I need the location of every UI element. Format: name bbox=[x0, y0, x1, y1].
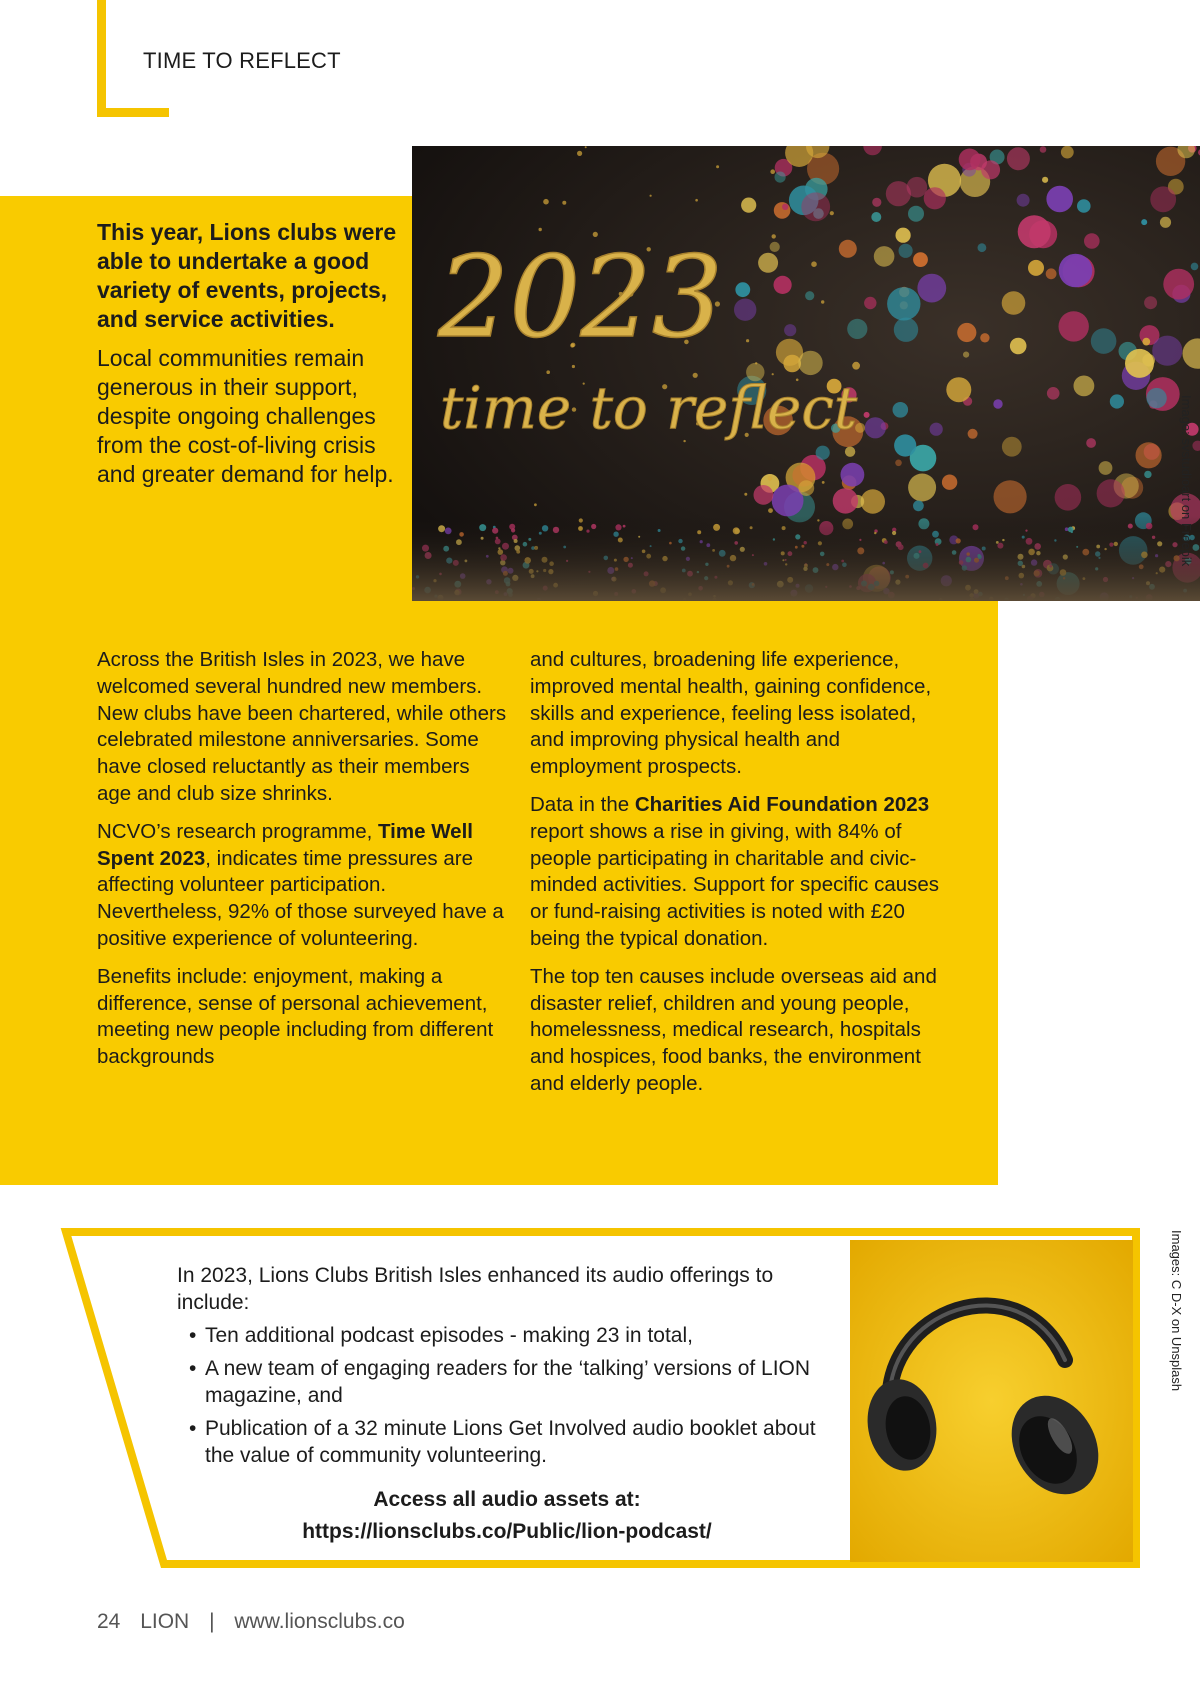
audio-box-text bbox=[177, 1262, 837, 1475]
article-paragraph: NCVO’s research programme, Time Well Spent 2023, indicates time pressures are affecting volunteer participation. Nevertheless, 92% of those surveyed have a positive experience of volunteering. bbox=[97, 819, 504, 950]
page-number: 24 bbox=[97, 1610, 121, 1633]
article-paragraph: and cultures, broadening life experience, improved mental health, gaining confidence, skills and experience, feeling less isolated, and improving physical health and employment prospects. bbox=[530, 648, 932, 779]
article-paragraph: Data in the Charities Aid Foundation 2023 report shows a rise in giving, with 84% of people participating in charitable and civic-minded activities. Support for specific causes or fund-raising activities is noted with £20 being the typical donation. bbox=[530, 792, 940, 950]
audio-box-intro: In 2023, Lions Clubs British Isles enhanced its audio offerings to include: bbox=[177, 1264, 774, 1314]
intro-lead: This year, Lions clubs were able to undertake a good variety of events, projects, and service activities. bbox=[97, 219, 397, 332]
article-paragraph: Across the British Isles in 2023, we have welcomed several hundred new members. New clubs have been chartered, while others celebrated milestone anniversaries. Some have closed reluctantly as their members age and club size shrinks. bbox=[97, 648, 507, 805]
audio-offerings-list bbox=[177, 1322, 837, 1469]
headphones-image bbox=[850, 1240, 1133, 1562]
hero-year-text: 2023 bbox=[438, 233, 724, 363]
article-column-right bbox=[530, 647, 950, 1109]
corner-bracket-horizontal bbox=[97, 108, 169, 117]
hero-image bbox=[412, 146, 1200, 601]
page-footer bbox=[97, 1610, 419, 1634]
list-item: • Publication of a 32 minute Lions Get Involved audio booklet about the value of community volunteering. bbox=[189, 1417, 816, 1467]
footer-divider: | bbox=[209, 1610, 215, 1633]
audio-image-credit: Images: C D-X on Unsplash bbox=[1169, 1230, 1184, 1392]
intro-body: Local communities remain generous in their support, despite ongoing challenges from the cost-of-living crisis and greater demand for help. bbox=[97, 345, 394, 487]
corner-bracket-vertical bbox=[97, 0, 106, 117]
podcast-link[interactable]: https://lionsclubs.co/Public/lion-podcast/ bbox=[302, 1520, 712, 1543]
list-item: • Ten additional podcast episodes - making 23 in total, bbox=[189, 1324, 693, 1347]
website-link[interactable]: www.lionsclubs.co bbox=[234, 1610, 405, 1633]
magazine-name: LION bbox=[140, 1610, 190, 1633]
article-column-left bbox=[97, 647, 507, 1082]
audio-cta bbox=[177, 1484, 837, 1548]
article-paragraph: The top ten causes include overseas aid and disaster relief, children and young people, homelessness, medical research, hospitals and hospices, food banks, the environment and elderly people. bbox=[530, 964, 937, 1095]
section-title: TIME TO REFLECT bbox=[143, 48, 341, 73]
list-item: • A new team of engaging readers for the ‘talking’ versions of LION magazine, and bbox=[189, 1357, 811, 1407]
audio-cta-label: Access all audio assets at: bbox=[373, 1488, 641, 1511]
article-paragraph: Benefits include: enjoyment, making a difference, sense of personal achievement, meeting new people including from different backgrounds bbox=[97, 964, 494, 1069]
hero-image-credit: Image: svstudioart on Freepik bbox=[1179, 395, 1194, 567]
intro-block bbox=[97, 218, 397, 489]
report-name-caf: Charities Aid Foundation 2023 bbox=[634, 792, 930, 816]
report-name-ncvo: Time Well Spent 2023 bbox=[97, 819, 473, 870]
confetti-image bbox=[412, 146, 1200, 601]
hero-script-text: time to reflect bbox=[440, 374, 858, 442]
